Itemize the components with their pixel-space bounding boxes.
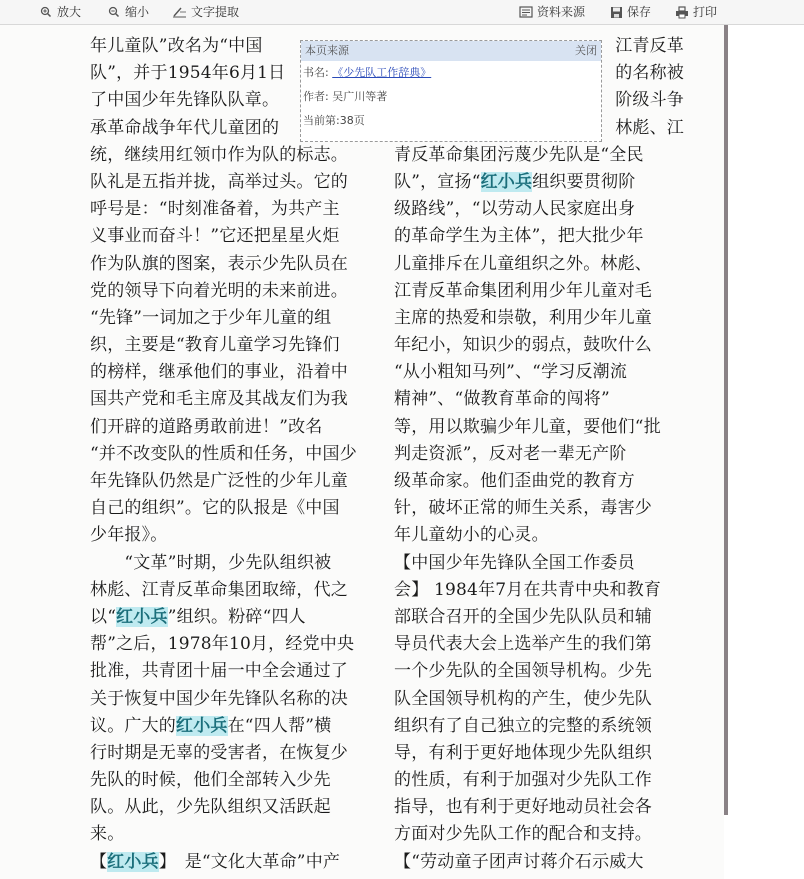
page-edge	[724, 25, 728, 815]
text-segment: 【	[90, 851, 108, 872]
text-segment: 江青反革	[615, 36, 684, 56]
text-line	[394, 767, 684, 794]
text-segment: 年先锋队仍然是广泛性的少年儿童	[90, 471, 348, 491]
text-segment: 主席的热爱和崇敬，利用少年儿童	[394, 307, 652, 328]
text-line	[90, 658, 378, 685]
zoom-in-button[interactable]	[40, 0, 81, 24]
text-line	[90, 251, 378, 278]
text-segment: 会】 1984年7月在共青中央和教育	[394, 579, 662, 600]
popup-page: 当前第:38页	[303, 114, 365, 127]
text-line	[394, 278, 684, 305]
text-line	[90, 332, 378, 359]
zoom-out-button[interactable]	[108, 0, 149, 24]
text-line	[90, 386, 378, 413]
highlighted-term: 红小兵	[107, 851, 159, 872]
popup-header	[301, 41, 601, 61]
text-segment: 级革命家。他们歪曲党的教育方	[394, 471, 635, 491]
zoom-in-label: 放大	[57, 5, 82, 19]
text-line	[394, 821, 684, 848]
source-button[interactable]	[519, 0, 585, 24]
text-segment: 部联合召开的全国少先队队员和辅	[394, 606, 652, 627]
text-segment: 呼号是：“时刻准备着，为共产主	[90, 199, 340, 220]
save-button[interactable]	[610, 0, 651, 24]
text-segment: ”组织。粉碎“四人	[167, 606, 306, 627]
print-button[interactable]	[675, 0, 717, 24]
text-line	[394, 631, 684, 658]
text-segment: 行时期是无辜的受害者，在恢复少	[90, 742, 348, 763]
text-line	[394, 251, 684, 278]
text-segment: 青反革命集团污蔑少先队是“全民	[394, 144, 644, 165]
text-line	[90, 550, 378, 577]
text-line	[90, 441, 378, 468]
text-line	[394, 223, 684, 250]
source-popup	[300, 40, 602, 142]
highlighted-term: 红小兵	[176, 715, 228, 736]
text-line	[90, 495, 378, 522]
text-segment: 党的领导下向着光明的未来前进。	[90, 280, 348, 301]
text-line	[394, 577, 684, 604]
text-line	[394, 550, 684, 577]
source-icon	[519, 6, 534, 18]
text-segment: 的名称被	[615, 63, 684, 84]
text-line	[394, 386, 684, 413]
text-line	[394, 495, 684, 522]
text-segment: 年儿童队”改名为“中国	[90, 36, 263, 56]
text-segment: 年儿童幼小的心灵。	[394, 525, 549, 546]
text-segment: 儿童排斥在儿童组织之外。林彪、	[394, 253, 652, 274]
text-line	[90, 142, 378, 169]
right-text-column	[394, 33, 684, 876]
text-line	[394, 794, 684, 821]
text-line	[90, 577, 378, 604]
text-segment: 方面对少先队工作的配合和支持。	[394, 824, 652, 845]
text-segment: 组织要贯彻阶	[532, 171, 636, 192]
text-segment: 自己的组织”。它的队报是《中国	[90, 498, 340, 519]
text-segment: 判走资派”，反对老一辈无产阶	[394, 443, 627, 464]
popup-title: 本页来源	[305, 44, 349, 57]
text-segment: 精神”、“做教育革命的闯将”	[394, 389, 610, 410]
highlighted-term: 红小兵	[480, 171, 533, 192]
text-segment: 导，有利于更好地体现少先队组织	[394, 742, 652, 763]
zoom-in-icon	[40, 6, 54, 18]
text-line	[394, 658, 684, 685]
text-segment: 级路线”，“以劳动人民家庭出身	[394, 199, 636, 220]
text-segment: 先队的时候，他们全部转入少先	[90, 770, 331, 791]
text-segment: “并不改变队的性质和任务，中国少	[90, 443, 357, 464]
text-segment: 少年报》。	[90, 525, 168, 546]
text-segment: 林彪、江	[615, 117, 684, 138]
text-line	[90, 359, 378, 386]
text-line	[394, 332, 684, 359]
toolbar	[0, 0, 804, 25]
text-segment: 队”，宣扬“	[394, 171, 481, 192]
text-line	[90, 849, 378, 876]
left-text-column	[90, 33, 378, 876]
text-line	[394, 196, 684, 223]
text-line	[394, 169, 684, 196]
popup-close-button[interactable]: 关闭	[575, 44, 597, 57]
text-line	[90, 223, 378, 250]
text-segment: 以“	[90, 606, 117, 627]
text-extract-button[interactable]	[172, 0, 239, 24]
source-label: 资料来源	[537, 5, 586, 19]
text-line	[394, 468, 684, 495]
text-extract-icon	[172, 6, 188, 18]
text-segment: 【“劳动童子团声讨蒋介石示威大	[394, 851, 644, 872]
text-line	[394, 686, 684, 713]
print-label: 打印	[693, 5, 718, 19]
text-segment: 导员代表大会上选举产生的我们第	[394, 634, 652, 655]
text-line	[90, 686, 378, 713]
text-segment: 国共产党和毛主席及其战友们为我	[90, 389, 348, 410]
text-line	[394, 604, 684, 631]
zoom-out-icon	[108, 6, 122, 18]
book-label: 书名:	[303, 66, 329, 79]
text-line	[394, 142, 684, 169]
text-line	[90, 604, 378, 631]
text-extract-label: 文字提取	[191, 5, 240, 19]
text-line	[90, 414, 378, 441]
text-line	[394, 359, 684, 386]
text-segment: 队礼是五指并拢，高举过头。它的	[90, 171, 348, 192]
text-segment: 】 是“文化大革命”中产	[158, 851, 341, 872]
text-line	[394, 441, 684, 468]
text-segment: 指导，也有利于更好地动员社会各	[394, 797, 652, 818]
text-line	[394, 713, 684, 740]
text-segment: 作为队旗的图案，表示少先队员在	[90, 253, 348, 274]
text-segment: “先锋”一词加之于少年儿童的组	[90, 307, 332, 328]
text-segment: 【中国少年先锋队全国工作委员	[394, 552, 635, 573]
text-segment: 承革命战争年代儿童团的	[90, 117, 280, 138]
text-segment: 林彪、江青反革命集团取缔，代之	[90, 579, 348, 600]
text-line	[90, 631, 378, 658]
text-line	[90, 713, 378, 740]
text-segment: 等，用以欺骗少年儿童，要他们“批	[394, 416, 661, 437]
text-line	[90, 522, 378, 549]
text-line	[90, 196, 378, 223]
text-segment: “文革”时期，少先队组织被	[90, 552, 332, 573]
text-line	[90, 767, 378, 794]
popup-book-row	[301, 61, 601, 85]
text-segment: 们开辟的道路勇敢前进！”改名	[90, 416, 323, 437]
text-segment: 在“四人帮”横	[227, 715, 332, 736]
text-line	[90, 468, 378, 495]
zoom-out-label: 缩小	[125, 5, 150, 19]
text-segment: 年纪小，知识少的弱点，鼓吹什么	[394, 335, 652, 356]
text-line	[90, 821, 378, 848]
text-segment: 的性质，有利于加强对少先队工作	[394, 770, 652, 791]
book-title-link[interactable]: 《少先队工作辞典》	[332, 66, 432, 79]
print-icon	[675, 6, 690, 19]
highlighted-term: 红小兵	[116, 606, 168, 627]
text-segment: 统，继续用红领巾作为队的标志。	[90, 144, 348, 165]
text-segment: 的榜样，继承他们的事业，沿着中	[90, 362, 348, 383]
text-segment: “从小粗知马列”、“学习反潮流	[394, 362, 628, 383]
text-segment: 队。从此，少先队组织又活跃起	[90, 797, 331, 818]
text-segment: 织，主要是“教育儿童学习先锋们	[90, 335, 340, 356]
text-line	[394, 849, 684, 876]
text-segment: 了中国少年先锋队队章。	[90, 90, 280, 111]
text-segment: 江青反革命集团利用少年儿童对毛	[394, 280, 652, 301]
text-line	[90, 278, 378, 305]
text-line	[90, 305, 378, 332]
text-line	[90, 740, 378, 767]
text-line	[394, 305, 684, 332]
save-label: 保存	[627, 5, 652, 19]
popup-author: 作者: 吴广川等著	[303, 90, 388, 103]
text-segment: 队”，并于1954年6月1日	[90, 63, 286, 84]
text-line	[394, 522, 684, 549]
text-line	[394, 740, 684, 767]
text-segment: 关于恢复中国少年先锋队名称的决	[90, 688, 348, 709]
text-segment: 针，破坏正常的师生关系，毒害少	[394, 498, 652, 519]
text-segment: 来。	[90, 824, 125, 845]
text-segment: 批准，共青团十届一中全会通过了	[90, 661, 348, 682]
text-line	[90, 794, 378, 821]
save-icon	[610, 6, 624, 19]
text-segment: 一个少先队的全国领导机构。少先	[394, 661, 652, 682]
text-segment: 阶级斗争	[615, 90, 684, 111]
text-segment: 的革命学生为主体”，把大批少年	[394, 226, 644, 247]
text-line	[90, 169, 378, 196]
text-segment: 议。广大的	[90, 715, 176, 736]
text-segment: 队全国领导机构的产生，使少先队	[394, 688, 652, 709]
text-line	[394, 414, 684, 441]
text-segment: 组织有了自己独立的完整的系统领	[394, 715, 652, 736]
text-segment: 义事业而奋斗！”它还把星星火炬	[90, 226, 340, 247]
text-segment: 帮”之后，1978年10月，经党中央	[90, 634, 355, 655]
